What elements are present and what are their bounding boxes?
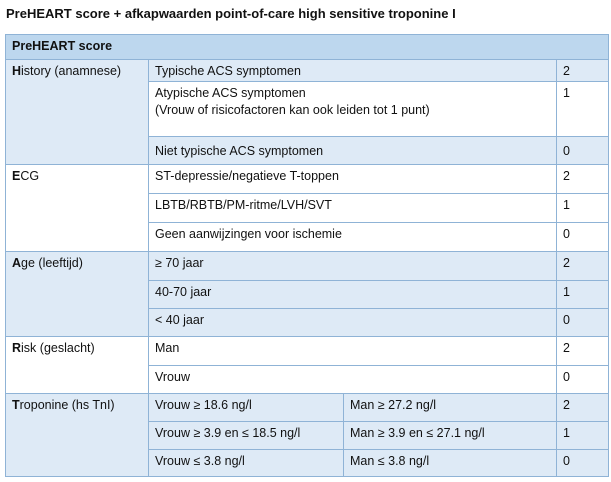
points-cell: 0 [557, 309, 609, 337]
points-cell: 0 [557, 223, 609, 252]
category-troponine: Troponine (hs TnI) [6, 394, 149, 477]
criterion-cell: Man [149, 337, 557, 366]
table-header: PreHEART score [6, 35, 609, 60]
male-threshold-cell: Man ≥ 27.2 ng/l [344, 394, 557, 422]
category-age: Age (leeftijd) [6, 252, 149, 337]
criterion-cell: Atypische ACS symptomen (Vrouw of risicofactoren kan ook leiden tot 1 punt) [149, 82, 557, 137]
male-threshold-cell: Man ≤ 3.8 ng/l [344, 450, 557, 477]
category-history: History (anamnese) [6, 60, 149, 165]
category-risk: Risk (geslacht) [6, 337, 149, 394]
points-cell: 1 [557, 82, 609, 137]
points-cell: 0 [557, 366, 609, 394]
criterion-cell: LBTB/RBTB/PM-ritme/LVH/SVT [149, 194, 557, 223]
points-cell: 2 [557, 252, 609, 281]
points-cell: 2 [557, 60, 609, 82]
criterion-cell: ST-depressie/negatieve T-toppen [149, 165, 557, 194]
points-cell: 0 [557, 137, 609, 165]
document-title: PreHEART score + afkapwaarden point-of-care high sensitive troponine I [6, 6, 456, 21]
female-threshold-cell: Vrouw ≤ 3.8 ng/l [149, 450, 344, 477]
preheart-score-table [5, 34, 609, 477]
criterion-cell: 40-70 jaar [149, 281, 557, 309]
category-ecg: ECG [6, 165, 149, 252]
male-threshold-cell: Man ≥ 3.9 en ≤ 27.1 ng/l [344, 422, 557, 450]
points-cell: 2 [557, 394, 609, 422]
points-cell: 2 [557, 337, 609, 366]
criterion-cell: < 40 jaar [149, 309, 557, 337]
points-cell: 1 [557, 194, 609, 223]
points-cell: 1 [557, 422, 609, 450]
criterion-cell: Vrouw [149, 366, 557, 394]
female-threshold-cell: Vrouw ≥ 18.6 ng/l [149, 394, 344, 422]
criterion-cell: ≥ 70 jaar [149, 252, 557, 281]
female-threshold-cell: Vrouw ≥ 3.9 en ≤ 18.5 ng/l [149, 422, 344, 450]
criterion-cell: Niet typische ACS symptomen [149, 137, 557, 165]
criterion-cell: Typische ACS symptomen [149, 60, 557, 82]
points-cell: 0 [557, 450, 609, 477]
points-cell: 1 [557, 281, 609, 309]
criterion-cell: Geen aanwijzingen voor ischemie [149, 223, 557, 252]
points-cell: 2 [557, 165, 609, 194]
